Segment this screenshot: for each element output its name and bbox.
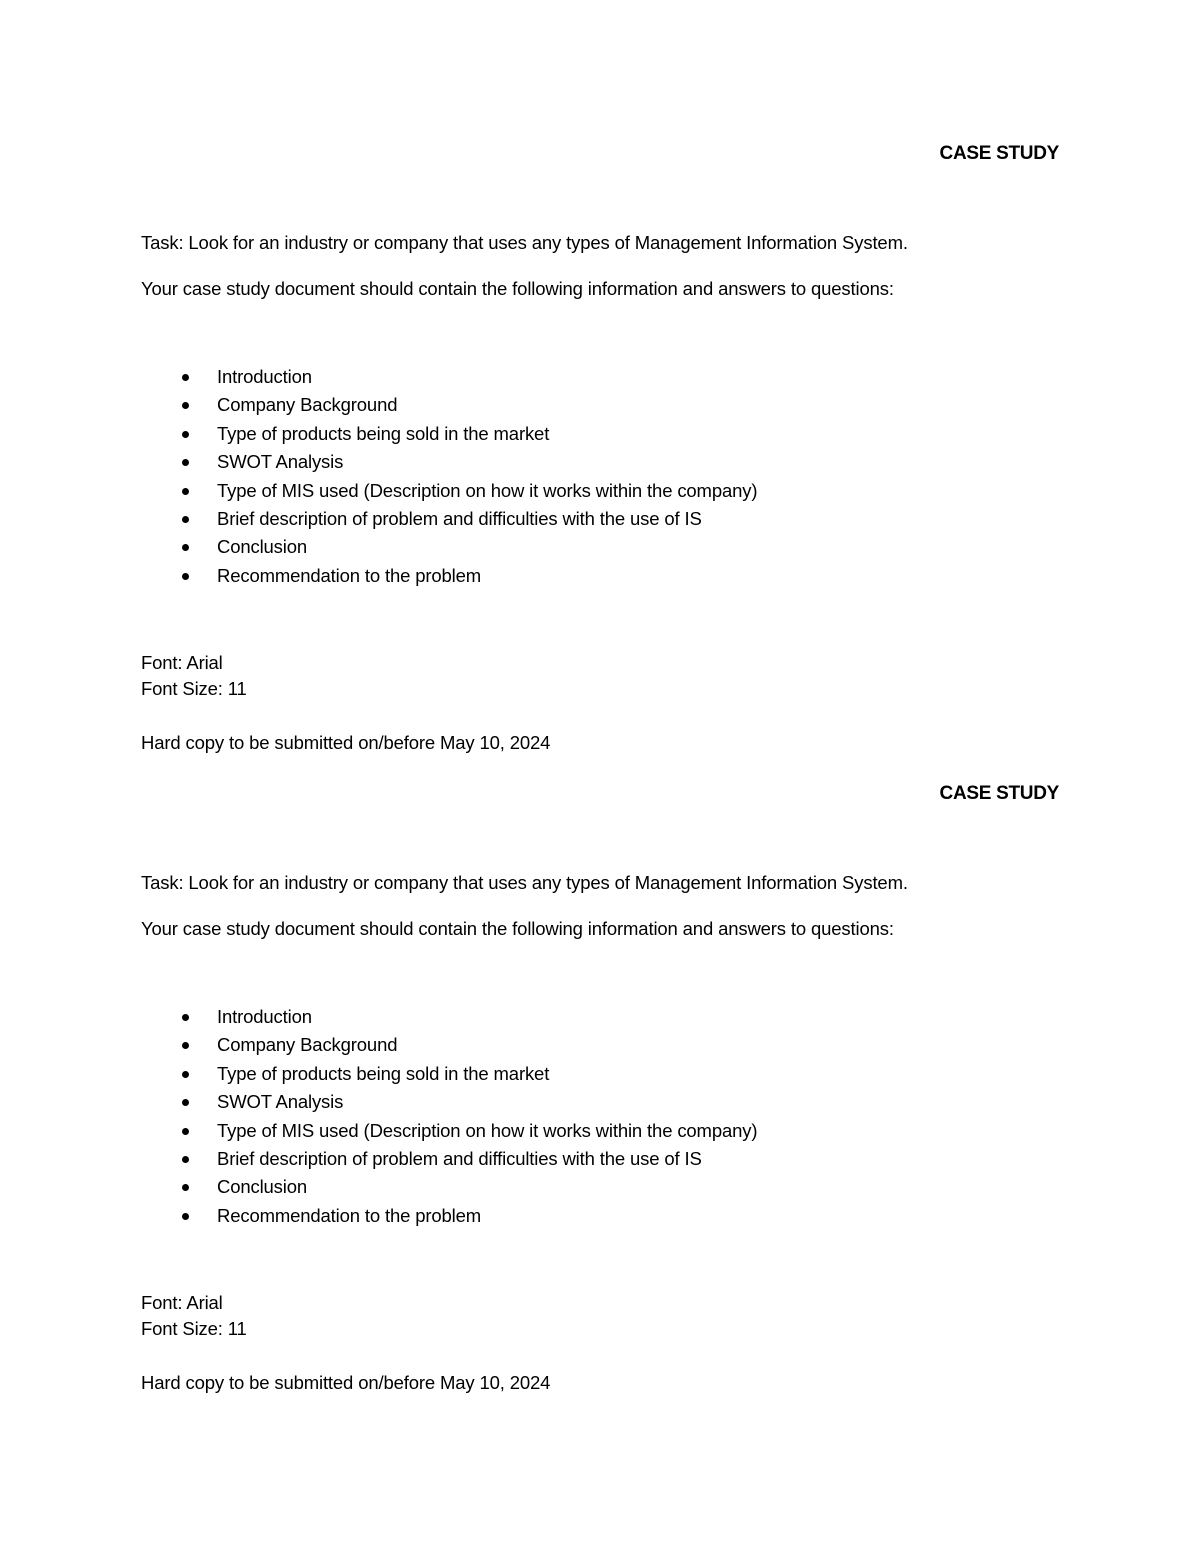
list-item-label: Type of MIS used (Description on how it works within the company) <box>217 1119 758 1141</box>
list-item <box>141 562 757 590</box>
list-item <box>141 533 757 561</box>
list-item <box>141 448 757 476</box>
list-item <box>141 1003 757 1031</box>
intro-text: Your case study document should contain the following information and answers to questions: <box>141 278 894 299</box>
bullet-icon <box>182 374 189 381</box>
list-item <box>141 1145 757 1173</box>
list-item-label: Type of MIS used (Description on how it works within the company) <box>217 479 758 501</box>
requirements-list <box>141 1003 757 1230</box>
font-requirement: Font: Arial <box>141 652 223 673</box>
section-title: CASE STUDY <box>939 143 1059 164</box>
intro-text: Your case study document should contain the following information and answers to questions: <box>141 918 894 939</box>
list-item-label: Brief description of problem and difficulties with the use of IS <box>217 507 702 529</box>
bullet-icon <box>182 573 189 580</box>
task-text: Task: Look for an industry or company that uses any types of Management Information System. <box>141 232 908 253</box>
bullet-icon <box>182 1014 189 1021</box>
list-item-label: Introduction <box>217 366 312 387</box>
list-item-label: Introduction <box>217 1006 312 1027</box>
list-item <box>141 1060 757 1088</box>
list-item-label: Company Background <box>217 1034 398 1056</box>
list-item <box>141 1117 757 1145</box>
font-requirement: Font: Arial <box>141 1292 223 1313</box>
list-item-label: Type of products being sold in the market <box>217 1062 550 1084</box>
bullet-icon <box>182 1071 189 1078</box>
bullet-icon <box>182 1156 189 1163</box>
bullet-icon <box>182 488 189 495</box>
font-size-requirement: Font Size: 11 <box>141 678 247 699</box>
list-item <box>141 391 757 419</box>
list-item-label: Conclusion <box>217 1176 308 1198</box>
list-item-label: Company Background <box>217 394 398 416</box>
bullet-icon <box>182 402 189 409</box>
bullet-icon <box>182 431 189 438</box>
bullet-icon <box>182 516 189 523</box>
list-item <box>141 1173 757 1201</box>
submission-deadline: Hard copy to be submitted on/before May 10, 2024 <box>141 732 551 753</box>
list-item <box>141 420 757 448</box>
list-item-label: SWOT Analysis <box>217 451 344 473</box>
list-item-label: Type of products being sold in the market <box>217 422 550 444</box>
list-item <box>141 363 757 391</box>
bullet-icon <box>182 1128 189 1135</box>
list-item <box>141 505 757 533</box>
list-item <box>141 1031 757 1059</box>
bullet-icon <box>182 544 189 551</box>
case-study-section <box>141 772 1059 1392</box>
bullet-icon <box>182 1184 189 1191</box>
list-item-label: Brief description of problem and difficulties with the use of IS <box>217 1147 702 1169</box>
list-item-label: SWOT Analysis <box>217 1091 344 1113</box>
list-item <box>141 1088 757 1116</box>
font-size-requirement: Font Size: 11 <box>141 1318 247 1339</box>
list-item-label: Recommendation to the problem <box>217 1204 482 1226</box>
bullet-icon <box>182 459 189 466</box>
requirements-list <box>141 363 757 590</box>
bullet-icon <box>182 1042 189 1049</box>
bullet-icon <box>182 1213 189 1220</box>
list-item <box>141 1202 757 1230</box>
list-item <box>141 477 757 505</box>
list-item-label: Conclusion <box>217 536 308 558</box>
case-study-section <box>141 132 1059 752</box>
list-item-label: Recommendation to the problem <box>217 564 482 586</box>
section-title: CASE STUDY <box>939 783 1059 804</box>
task-text: Task: Look for an industry or company that uses any types of Management Information System. <box>141 872 908 893</box>
submission-deadline: Hard copy to be submitted on/before May 10, 2024 <box>141 1372 551 1393</box>
bullet-icon <box>182 1099 189 1106</box>
